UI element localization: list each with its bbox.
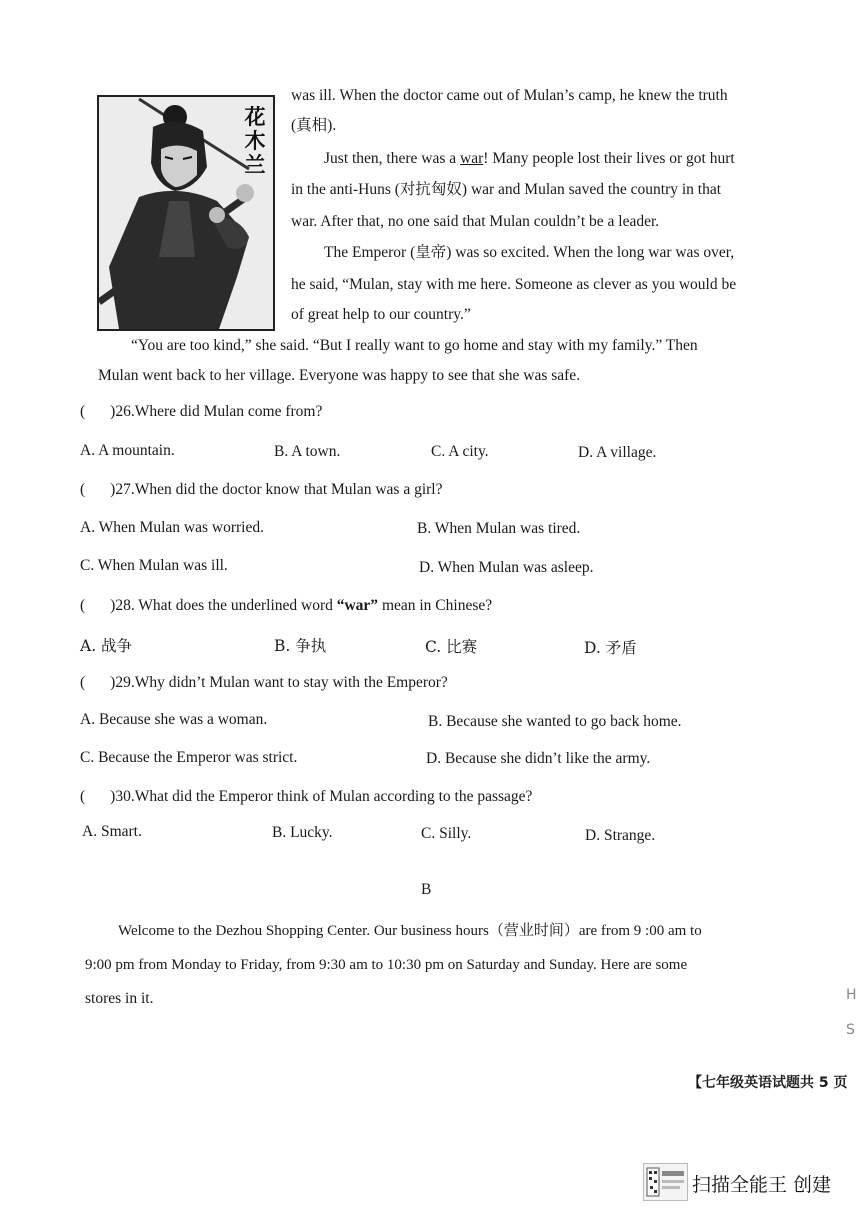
option-30-d[interactable]: D. Strange. <box>585 827 656 844</box>
option-28-a[interactable]: A. 战争 <box>80 637 133 655</box>
passage-line: war. After that, no one said that Mulan couldn’t be a leader. <box>291 213 660 230</box>
answer-blank[interactable]: ( <box>80 481 86 498</box>
passage-line: in the anti-Huns (对抗匈奴) war and Mulan saved the country in that <box>291 181 722 198</box>
option-26-c[interactable]: C. A city. <box>431 443 489 460</box>
passage-line: he said, “Mulan, stay with me here. Someone as clever as you would be <box>291 276 737 293</box>
option-27-c[interactable]: C. When Mulan was ill. <box>80 557 228 574</box>
answer-blank[interactable]: ( <box>80 674 86 691</box>
bold-word: “war” <box>336 597 379 614</box>
question-27 <box>80 481 442 499</box>
page-footer: 【七年级英语试题共 5 页 <box>688 1075 848 1091</box>
passage-line: (真相). <box>291 117 337 134</box>
passage-line: “You are too kind,” she said. “But I really want to go home and stay with my family.” Then <box>131 337 698 354</box>
answer-blank[interactable]: ( <box>80 788 86 805</box>
question-stem: mean in Chinese? <box>378 597 493 614</box>
passage-text: Just then, there was a <box>324 150 461 167</box>
section-heading: B <box>421 881 432 898</box>
question-stem: )28. What does the underlined word <box>110 597 337 614</box>
passage-line: Mulan went back to her village. Everyone was happy to see that she was safe. <box>98 367 581 384</box>
option-29-a[interactable]: A. Because she was a woman. <box>80 711 268 728</box>
section-b-line: 9:00 pm from Monday to Friday, from 9:30 am to 10:30 pm on Saturday and Sunday. Here are some <box>85 957 688 973</box>
edge-mark: H <box>846 987 857 1003</box>
option-30-c[interactable]: C. Silly. <box>421 825 472 842</box>
question-stem: )29.Why didn’t Mulan want to stay with the Emperor? <box>110 674 448 691</box>
passage-line <box>324 143 735 174</box>
qr-code-icon <box>644 1164 687 1200</box>
question-29 <box>80 674 448 692</box>
underlined-word: war <box>460 150 484 167</box>
question-stem: )27.When did the doctor know that Mulan was a girl? <box>110 481 443 498</box>
question-30 <box>80 788 532 806</box>
option-29-c[interactable]: C. Because the Emperor was strict. <box>80 749 298 766</box>
edge-mark: S <box>846 1022 855 1038</box>
section-b-line: Welcome to the Dezhou Shopping Center. Our business hours（营业时间）are from 9 :00 am to <box>118 923 702 939</box>
question-26 <box>80 403 322 421</box>
option-26-d[interactable]: D. A village. <box>578 444 657 461</box>
option-26-a[interactable]: A. A mountain. <box>80 442 175 459</box>
option-30-a[interactable]: A. Smart. <box>82 823 142 840</box>
option-29-b[interactable]: B. Because she wanted to go back home. <box>428 713 682 730</box>
answer-blank[interactable]: ( <box>80 403 86 420</box>
question-28 <box>80 597 492 615</box>
option-29-d[interactable]: D. Because she didn’t like the army. <box>426 750 651 767</box>
option-26-b[interactable]: B. A town. <box>274 443 341 460</box>
mulan-illustration <box>97 95 275 331</box>
watermark-text: 扫描全能王 创建 <box>692 1174 832 1196</box>
illustration-caption: 花木兰 <box>244 105 266 177</box>
question-stem: )26.Where did Mulan come from? <box>110 403 323 420</box>
option-27-b[interactable]: B. When Mulan was tired. <box>417 520 581 537</box>
option-27-a[interactable]: A. When Mulan was worried. <box>80 519 264 536</box>
section-b-line: stores in it. <box>85 990 154 1007</box>
option-28-d[interactable]: D. 矛盾 <box>584 639 637 657</box>
passage-line: The Emperor (皇帝) was so excited. When the long war was over, <box>324 244 735 261</box>
option-28-c[interactable]: C. 比赛 <box>425 638 478 656</box>
option-28-b[interactable]: B. 争执 <box>274 637 327 655</box>
passage-line: of great help to our country.” <box>291 306 471 323</box>
option-27-d[interactable]: D. When Mulan was asleep. <box>419 559 594 576</box>
passage-text: ! Many people lost their lives or got hurt <box>483 150 735 167</box>
question-stem: )30.What did the Emperor think of Mulan according to the passage? <box>110 788 533 805</box>
qr-code-icon <box>643 1163 688 1201</box>
answer-blank[interactable]: ( <box>80 597 86 614</box>
passage-line: was ill. When the doctor came out of Mulan’s camp, he knew the truth <box>291 87 728 104</box>
option-30-b[interactable]: B. Lucky. <box>272 824 333 841</box>
